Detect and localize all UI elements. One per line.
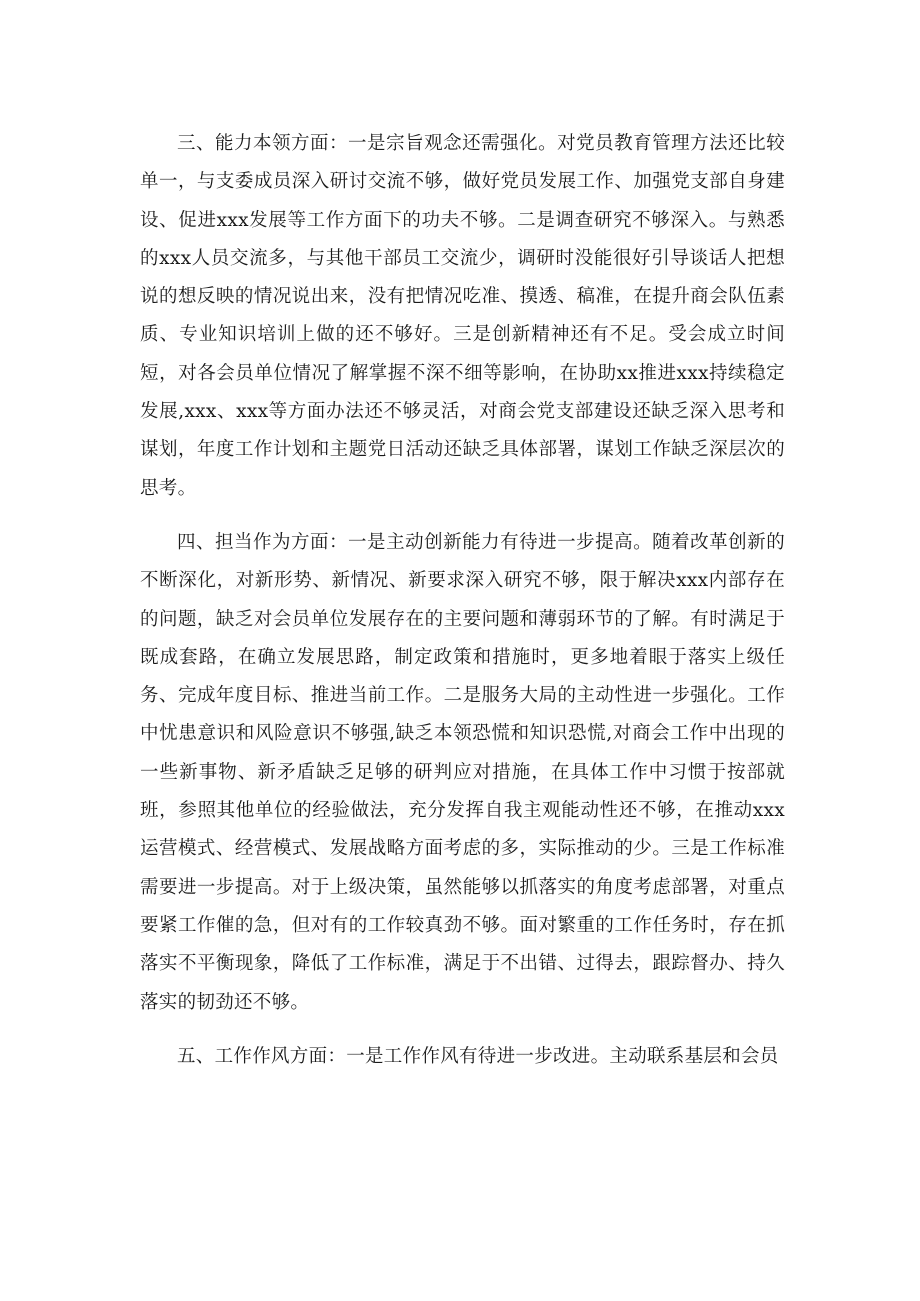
paragraph-work-style: 五、工作作风方面：一是工作作风有待进一步改进。主动联系基层和会员 (177, 1045, 779, 1067)
paragraph-ability: 三、能力本领方面：一是宗旨观念还需强化。对党员教育管理方法还比较单一，与支委成员深入研讨交流不够，做好党员发展工作、加强党支部自身建设、促进xxx发展等工作方面下的功夫不够。二是调查研究不够深入。与熟悉的xxx人员交流多，与其他干部员工交流少，调研时没能很好引导谈话人把想说的想反映的情况说出来，没有把情况吃准、摸透、稿准，在提升商会队伍素质、专业知识培训上做的还不够好。三是创新精神还有不足。受会成立时间短，对各会员单位情况了解掌握不深不细等影响，在协助xx推进xxx持续稳定发展,xxx、xxx等方面办法还不够灵活，对商会党支部建设还缺乏深入思考和谋划，年度工作计划和主题党日活动还缺乏具体部署，谋划工作缺乏深层次的思考。 (140, 133, 785, 499)
document-body (140, 125, 785, 1092)
paragraph-responsibility: 四、担当作为方面：一是主动创新能力有待进一步提高。随着改革创新的不断深化，对新形势、新情况、新要求深入研究不够，限于解决xxx内部存在的问题，缺乏对会员单位发展存在的主要问题和薄弱环节的了解。有时满足于既成套路，在确立发展思路，制定政策和措施时，更多地着眼于落实上级任务、完成年度目标、推进当前工作。二是服务大局的主动性进一步强化。工作中忧患意识和风险意识不够强,缺乏本领恐慌和知识恐慌,对商会工作中出现的一些新事物、新矛盾缺乏足够的研判应对措施，在具体工作中习惯于按部就班，参照其他单位的经验做法，充分发挥自我主观能动性还不够，在推动xxx运营模式、经营模式、发展战略方面考虑的多，实际推动的少。三是工作标准需要进一步提高。对于上级决策，虽然能够以抓落实的角度考虑部署，对重点要紧工作催的急，但对有的工作较真劲不够。面对繁重的工作任务时，存在抓落实不平衡现象，降低了工作标准，满足于不出错、过得去，跟踪督办、持久落实的韧劲还不够。 (140, 531, 785, 1013)
